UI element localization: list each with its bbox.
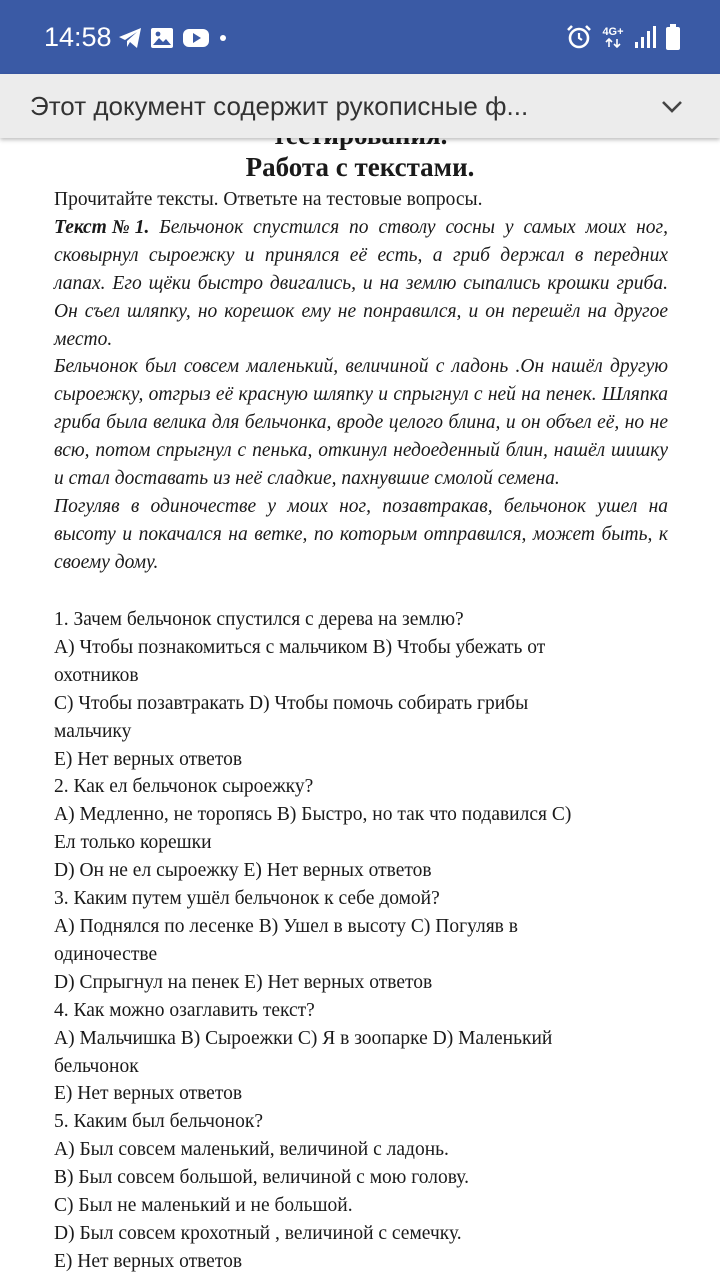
story-paragraph-2: Бельчонок был совсем маленький, величиной с ладонь .Он нашёл другую сыроежку, отгрыз её красную шляпку и спрыгнул с ней на пенек. Шляпка гриба была велика для бельчонка, вроде целого блина, и он объел её, но не всю, потом спрыгнул с пенька, откинул недоеденный блин, нашёл шишку и стал доставать из неё сладкие, пахнувшие смолой семена. — [54, 356, 668, 490]
answer-line: Ел только корешки — [54, 832, 212, 854]
answer-line: одиночестве — [54, 943, 158, 965]
answer-line: D) Был совсем крохотный , величиной с семечку. — [54, 1222, 462, 1244]
answer-line: C) Был не маленький и не большой. — [54, 1195, 353, 1217]
system-icons — [566, 22, 680, 52]
answer-line: мальчику — [54, 720, 132, 742]
answer-line: B) Был совсем большой, величиной с мою голову. — [54, 1167, 469, 1189]
chevron-down-icon[interactable] — [658, 92, 686, 120]
answer-line: A) Медленно, не торопясь B) Быстро, но так что подавился C) — [54, 804, 572, 826]
status-time: 14:58 — [44, 22, 112, 52]
text-label: Текст№1. — [54, 216, 150, 238]
document-page — [0, 120, 720, 1280]
story-paragraph-3: Погуляв в одиночестве у моих ног, позавтракав, бельчонок ушел на высоту и покачался на ветке, по которым отправился, может быть, к своему дому. — [54, 495, 668, 573]
answer-line: C) Чтобы позавтракать D) Чтобы помочь собирать грибы — [54, 692, 529, 714]
questions-list — [54, 606, 674, 1276]
answer-line: E) Нет верных ответов — [54, 1083, 243, 1105]
answer-line: охотников — [54, 664, 139, 686]
network-arrows-icon — [605, 38, 621, 48]
story-paragraph-1 — [54, 214, 668, 354]
battery-icon — [666, 24, 680, 50]
status-bar — [0, 0, 720, 74]
question-4: 4. Как можно озаглавить текст? — [54, 999, 315, 1021]
alarm-icon — [566, 24, 592, 50]
answer-line: D) Спрыгнул на пенек E) Нет верных ответов — [54, 971, 433, 993]
question-3: 3. Каким путем ушёл бельчонок к себе домой? — [54, 888, 440, 910]
answer-line: E) Нет верных ответов — [54, 748, 243, 770]
handwriting-notice-banner[interactable] — [0, 74, 720, 138]
paragraph-1-text: Бельчонок спустился по стволу сосны у самых моих ног, сковырнул сыроежку и принялся её есть, а гриб держал в передних лапах. Его щёки быстро двигались, и на землю сыпались крошки гриба. Он съел шляпку, но корешок ему не понравился, и он перешёл на другое место. — [54, 216, 669, 350]
answer-line: A) Был совсем маленький, величиной с ладонь. — [54, 1139, 449, 1161]
network-indicator — [602, 27, 624, 48]
reading-text — [54, 186, 668, 577]
dot-icon — [218, 27, 228, 49]
signal-icon — [634, 25, 656, 49]
telegram-icon — [118, 27, 142, 49]
instruction: Прочитайте тексты. Ответьте на тестовые вопросы. — [54, 189, 483, 210]
notification-icons — [118, 24, 228, 52]
answer-line: D) Он не ел сыроежку E) Нет верных ответов — [54, 860, 432, 882]
answer-line: E) Нет верных ответов — [54, 1250, 243, 1272]
answer-line: A) Чтобы познакомиться с мальчиком B) Чтобы убежать от — [54, 636, 546, 658]
question-2: 2. Как ел бельчонок сыроежку? — [54, 776, 314, 798]
youtube-icon — [182, 27, 210, 49]
answer-line: A) Поднялся по лесенке B) Ушел в высоту C) Погуляв в — [54, 915, 518, 937]
network-type: 4G+ — [602, 25, 624, 38]
question-5: 5. Каким был бельчонок? — [54, 1111, 263, 1133]
answer-line: A) Мальчишка B) Сыроежки C) Я в зоопарке D) Маленький — [54, 1027, 553, 1049]
banner-text: Этот документ содержит рукописные ф... — [30, 91, 529, 121]
page-title: Работа с текстами. — [245, 152, 475, 182]
answer-line: бельчонок — [54, 1055, 139, 1077]
gallery-icon — [150, 27, 174, 49]
question-1: 1. Зачем бельчонок спустился с дерева на землю? — [54, 609, 464, 630]
